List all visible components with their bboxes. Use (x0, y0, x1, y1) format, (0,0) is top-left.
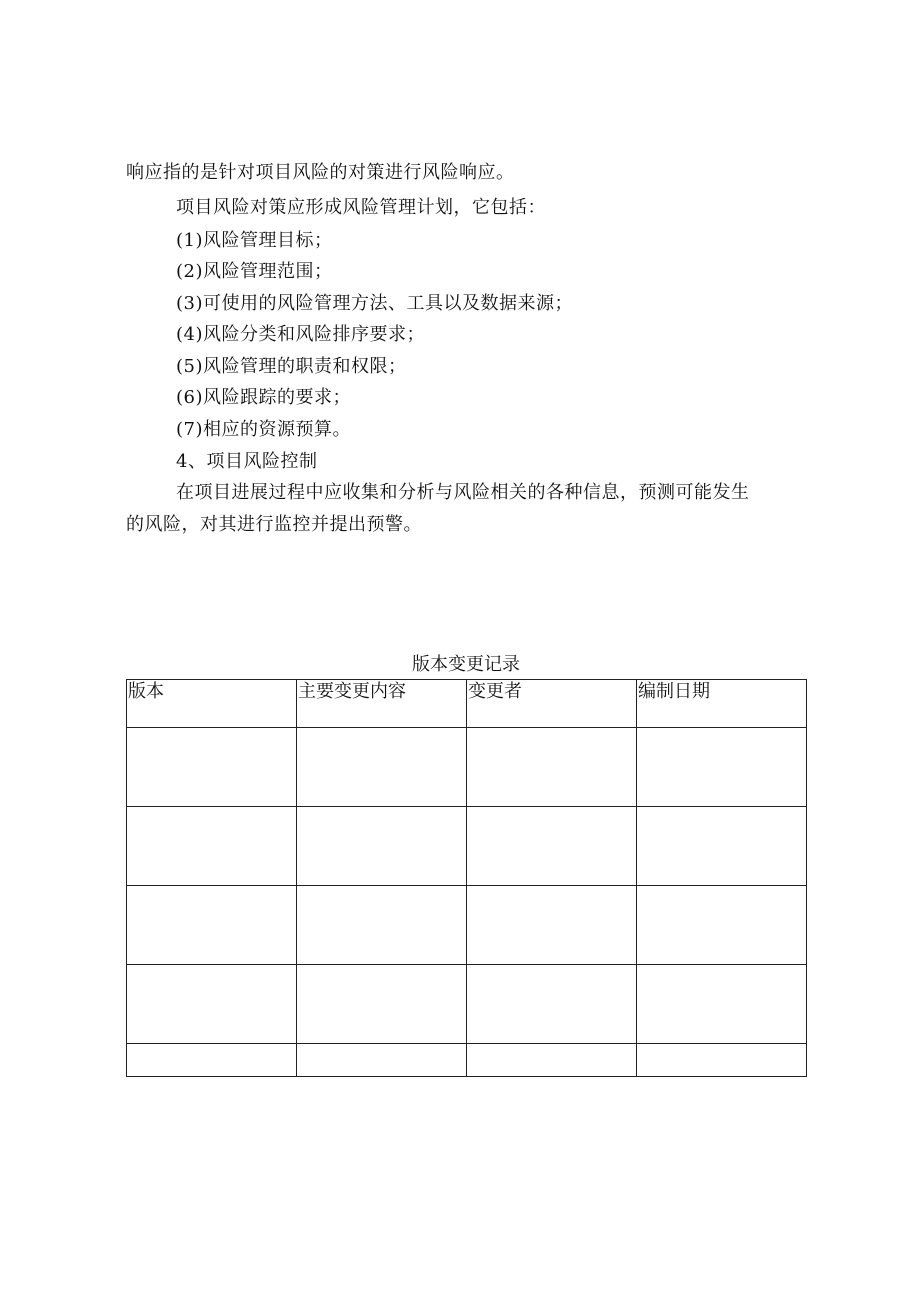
header-date: 编制日期 (637, 680, 807, 728)
paragraph-control-line2: 的风险，对其进行监控并提出预警。 (126, 514, 422, 535)
table-cell (297, 728, 467, 807)
list-item: (3)可使用的风险管理方法、工具以及数据来源； (176, 293, 573, 314)
table-caption: 版本变更记录 (412, 654, 520, 675)
table-cell (297, 965, 467, 1044)
paragraph-response: 响应指的是针对项目风险的对策进行风险响应。 (126, 162, 515, 183)
table-cell (127, 1044, 297, 1077)
paragraph-control-line1: 在项目进展过程中应收集和分析与风险相关的各种信息，预测可能发生 (176, 482, 750, 503)
table-cell (297, 1044, 467, 1077)
table-cell (637, 1044, 807, 1077)
table-cell (127, 886, 297, 965)
list-item: (1)风险管理目标； (176, 230, 333, 251)
header-changer: 变更者 (467, 680, 637, 728)
section-heading: 4、项目风险控制 (176, 451, 318, 472)
table-cell (467, 807, 637, 886)
table-row (127, 728, 807, 807)
header-main-changes: 主要变更内容 (297, 680, 467, 728)
table-cell (467, 886, 637, 965)
table-cell (297, 807, 467, 886)
table-cell (637, 728, 807, 807)
table-header-row (127, 680, 807, 728)
table-row (127, 1044, 807, 1077)
list-item: (6)风险跟踪的要求； (176, 387, 351, 408)
table-row (127, 807, 807, 886)
list-item: (2)风险管理范围； (176, 261, 333, 282)
table-cell (127, 807, 297, 886)
list-item: (4)风险分类和风险排序要求； (176, 324, 425, 345)
version-record-table (126, 679, 807, 1077)
table-cell (637, 965, 807, 1044)
table-cell (467, 728, 637, 807)
header-version: 版本 (127, 680, 297, 728)
table-cell (637, 807, 807, 886)
table-cell (127, 728, 297, 807)
paragraph-plan-intro: 项目风险对策应形成风险管理计划，它包括： (176, 197, 546, 218)
table-row (127, 886, 807, 965)
table-cell (637, 886, 807, 965)
table-cell (297, 886, 467, 965)
table-cell (127, 965, 297, 1044)
table-cell (467, 965, 637, 1044)
table-row (127, 965, 807, 1044)
list-item: (5)风险管理的职责和权限； (176, 356, 407, 377)
table-cell (467, 1044, 637, 1077)
list-item: (7)相应的资源预算。 (176, 419, 351, 440)
